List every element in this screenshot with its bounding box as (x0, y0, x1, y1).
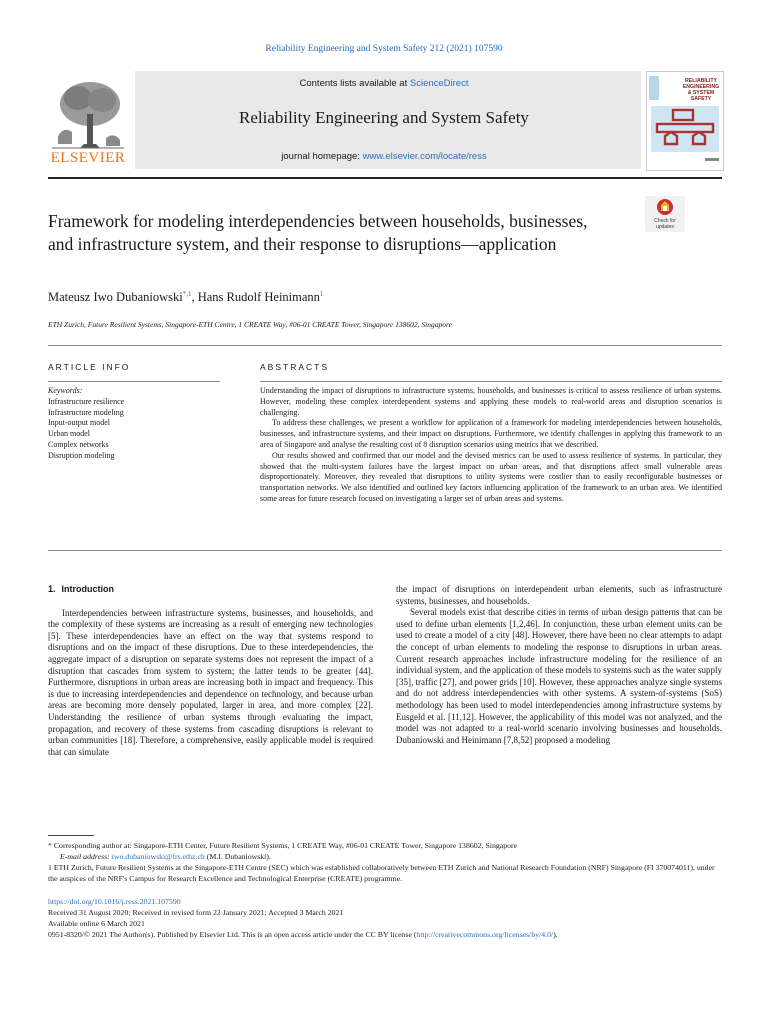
footnotes (48, 840, 722, 884)
received-dates: Received 31 August 2020; Received in revised form 22 January 2021; Accepted 3 March 2021 (48, 908, 344, 917)
keyword-item[interactable]: Urban model (48, 429, 90, 439)
abstract-paragraph: To address these challenges, we present a workflow for application of a framework for modeling interdependencies between households, businesses, and infrastructure systems, and their impact on disruptions. Furthermore, we identify challenges in applying this framework to an area of Singapore and analyse the resulting cost of 8 disruption scenarios using metrics that we described. (260, 418, 722, 449)
homepage-prefix: journal homepage: (281, 151, 363, 162)
journal-cover-thumbnail[interactable] (646, 71, 724, 171)
footnote-affiliation: 1 ETH Zurich, Future Resilient Systems at the Singapore-ETH Centre (SEC) which was established collaboratively between ETH Zurich and National Research Foundation (NRF) Singapore (FI 370074011), under the auspices of the NRF's Campus for Research Excellence and Technological Enterprise (CREATE) programme. (48, 863, 715, 883)
publication-info (48, 896, 722, 940)
affiliation-divider (48, 345, 722, 346)
email-suffix: (M.I. Dubaniowski). (204, 852, 271, 861)
abstract-paragraph: Our results showed and confirmed that our model and the devised metrics can be used to assess resilience of systems. In particular, they showed that the multi-system failures have the largest impact on urban areas, and that disruptions affect small vulnerable areas disproportionately. Moreover, they revealed that disruptions to utility systems were costlier than to easily reconfigurable businesses or transportation networks. We also identified and outlined key factors influencing application of the framework to an urban area. We identified some areas for future research focused on investigating a larger set of urban areas and systems. (260, 450, 722, 503)
footnote-corresponding: * Corresponding author at: Singapore-ETH Center, Future Resilient Systems, 1 CREATE Way, #06-01 CREATE Tower, Singapore 138602, Singapore (48, 841, 518, 850)
keywords-list (48, 386, 220, 462)
article-info-heading: ARTICLE INFO (48, 362, 131, 372)
author-affiliation: ETH Zurich, Future Resilient Systems, Singapore-ETH Centre, 1 CREATE Way, #06-01 CREATE Tower, Singapore 138602, Singapore (48, 320, 452, 329)
footnote-email (48, 851, 722, 862)
keyword-item[interactable]: Input-output model (48, 418, 110, 428)
svg-text:RELIABILITY: RELIABILITY (685, 78, 717, 84)
svg-text:updates: updates (656, 224, 674, 230)
contents-prefix: Contents lists available at (299, 78, 410, 89)
journal-reference[interactable]: Reliability Engineering and System Safety 212 (2021) 107590 (265, 44, 503, 54)
author-marks[interactable]: 1 (319, 290, 324, 298)
author-list (48, 290, 323, 305)
body-paragraph: the impact of disruptions on interdependent urban elements, such as infrastructure systems, businesses, and households. (396, 584, 722, 606)
elsevier-wordmark: ELSEVIER (50, 150, 126, 166)
check-for-updates-icon[interactable] (645, 196, 685, 232)
svg-text:ENGINEERING: ENGINEERING (682, 84, 720, 90)
sciencedirect-link[interactable]: ScienceDirect (409, 78, 469, 89)
article-info-divider (48, 381, 220, 382)
section-number: 1. (48, 584, 56, 594)
footnote-divider (48, 835, 94, 836)
author-name[interactable]: Mateusz Iwo Dubaniowski (48, 290, 183, 305)
license-line (48, 929, 722, 940)
header-divider (48, 177, 722, 179)
keyword-item[interactable]: Infrastructure resilience (48, 396, 125, 406)
license-suffix: ). (553, 930, 558, 939)
author-name[interactable]: Hans Rudolf Heinimann (197, 290, 320, 305)
license-prefix: 0951-8320/© 2021 The Author(s). Published by Elsevier Ltd. This is an open access article under the CC BY license ( (48, 930, 417, 939)
section-title: Introduction (61, 584, 115, 594)
license-link[interactable]: http://creativecommons.org/licenses/by/4.0/ (416, 930, 554, 939)
abstract-paragraph: Understanding the impact of disruptions to infrastructure systems, households, and businesses is critical to assess resilience of urban systems. However, modeling these complex interdependent systems and applying these models to real-world areas and disruption scenarios is challenging. (260, 386, 722, 417)
body-paragraph: Several models exist that describe cities in terms of urban design patterns that can be used to define urban elements [1,2,46]. In conjunction, these urban element units can be used to create a model of a city [48]. However, there have been no clear attempts to adapt the concept of urban elements to modeling the response to disruptions in urban areas. Current research approaches include infrastructure modeling for the resilience of an individual system, and the application of these models to systems such as the water supply [35], traffic [27], and power grids [10]. However, these approaches analyze single systems and do not address interdependencies with other systems. A system-of-systems (SoS) methodology has been used to model interdependencies among infrastructure systems by Eusgeld et al. [11,12]. However, the applicability of this model was not analyzed, and the model was not adapted to a real-world scenario involving businesses and households. Dubaniowski and Heinimann [7,8,52] proposed a modeling (396, 607, 722, 745)
email-label: E-mail address: (60, 852, 112, 861)
journal-homepage-link[interactable]: www.elsevier.com/locate/ress (362, 151, 487, 162)
svg-text:Check for: Check for (654, 218, 676, 224)
abstract-bottom-divider (48, 550, 722, 551)
author-marks[interactable]: *,1 (182, 290, 192, 298)
email-link[interactable]: iwo.dubaniowski@frs.ethz.ch (111, 852, 205, 861)
body-column-right (396, 584, 722, 746)
abstract-text (260, 386, 722, 505)
keywords-label: Keywords: (48, 386, 83, 395)
abstract-divider (260, 381, 722, 382)
svg-text:& SYSTEM: & SYSTEM (687, 90, 715, 96)
keyword-item[interactable]: Infrastructure modeling (48, 407, 124, 417)
doi-link[interactable]: https://doi.org/10.1016/j.ress.2021.107590 (48, 897, 181, 906)
author-separator: , (191, 290, 198, 305)
abstract-heading: ABSTRACTS (260, 362, 330, 372)
svg-text:SAFETY: SAFETY (690, 96, 712, 102)
article-title: Framework for modeling interdependencies between households, businesses, and infrastructure system, and their response to disruptions—application (48, 211, 588, 254)
keyword-item[interactable]: Complex networks (48, 439, 109, 449)
journal-title: Reliability Engineering and System Safety (239, 108, 529, 127)
keyword-item[interactable]: Disruption modeling (48, 450, 115, 460)
body-column-left (48, 584, 373, 758)
section-heading-introduction (48, 584, 373, 596)
online-date: Available online 6 March 2021 (48, 919, 145, 928)
body-paragraph: Interdependencies between infrastructure systems, businesses, and households, and the complexity of these systems are increasing as a result of emerging new technologies [5]. These interdependencies have an effect on the way that systems respond to disruptions and on the impact of these disruptions. Due to these interdependencies, the aggregate impact of a disruption on separate systems does not represent the impact of a disruption that cascades from system to system; the latter tends to be greater [44]. Furthermore, disruptions in urban areas are increasing both in impact and frequency. This is due to increasing interdependencies and dependence on technology, and because urban areas are becoming more densely populated, larger in area, and more complex [22]. Understanding the resilience of urban systems through evaluating the impact, propagation, and recovery of these systems from cascading disruptions is relevant to urban communities [18]. Therefore, a comprehensive, easily applicable model is required that can simulate (48, 607, 373, 757)
